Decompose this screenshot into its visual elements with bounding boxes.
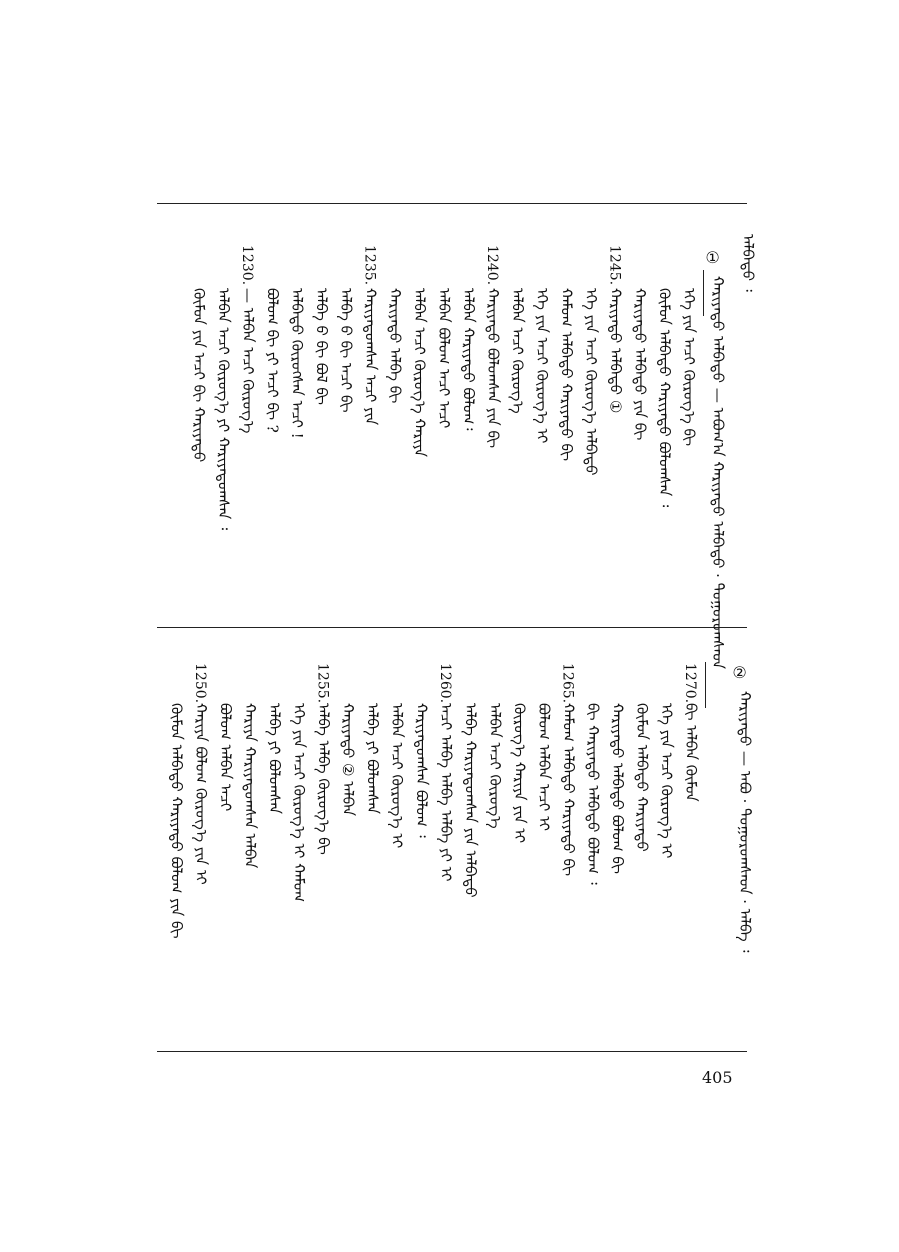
- verse-line: ᠠᠯᠪᠠᠨ ᠠᠴᠢ ᠬᠦᠷᠦᠭ᠎ᠡ ᠬᠠᠷᠢᠶᠠ: [410, 288, 429, 458]
- verse-line: ᠬᠦᠮᠦᠨ ᠠᠯᠪᠠᠲᠤ ᠬᠠᠷᠢᠶᠠᠲᠤ: [633, 703, 651, 852]
- footnote-marker: ②: [730, 663, 749, 682]
- verse-line: ᠡᠬᠡ ᠶᠢᠨ ᠠᠴᠢ ᠬᠦᠷᠦᠭ᠎ᠡ ᠢ: [533, 288, 551, 444]
- verse-line: ᠠᠯᠪᠠ ᠬᠠᠷᠢᠶᠠᠲᠤᠭᠰᠠᠨ ᠶᠢᠨ ᠠᠯᠪᠠᠲᠤ: [461, 703, 480, 898]
- top-rule: [157, 203, 747, 204]
- verse-line: ᠠᠯᠪᠠ ᠶᠢ ᠪᠣᠯᠤᠭᠰᠠᠨ: [265, 703, 284, 815]
- verse-line: ᠬᠦᠷᠦᠭ᠎ᠡ ᠬᠠᠷᠢᠶᠠ ᠶᠢᠨ ᠢ: [510, 703, 529, 844]
- line-number: 1235.: [361, 245, 378, 286]
- verse-line: ᠬᠦᠮᠦᠨ ᠠᠯᠪᠠᠲᠤ ᠬᠠᠷᠢᠶᠠᠲᠤ ᠪᠣᠯᠤᠭ ᠶᠢᠨ ᠪᠢ: [167, 703, 186, 939]
- verse-line: ᠬᠠᠷᠢᠶᠠᠲᠤ ᠠᠯᠪᠠᠲᠤ ᠶᠢᠨ ᠪᠢ: [631, 288, 649, 441]
- verse-line: ᠬᠠᠷᠢᠶᠠᠲᠤᠭᠰᠠᠨ ᠪᠣᠯᠤᠭ ᠄: [412, 703, 431, 838]
- verse-line: ᠠᠯᠪᠠᠨ ᠠᠴᠢ ᠬᠦᠷᠦᠭ᠎ᠡ: [508, 288, 527, 414]
- verse-line: ᠠᠯᠪᠠ ᠪ ᠪᠢ ᠪᠣᠯ ᠪᠢ: [312, 288, 331, 405]
- verse-line: — ᠠᠯᠪᠠᠨ ᠠᠴᠢ ᠬᠦᠷᠦᠭ᠎ᠡ: [239, 288, 257, 434]
- verse-line: ᠡᠬᠡ ᠶᠢᠨ ᠠᠴᠢ ᠬᠦᠷᠦᠭ᠎ᠡ ᠢ: [657, 703, 676, 859]
- verse-line: ᠡᠬᠡ ᠶᠢᠨ ᠠᠴᠢ ᠬᠦᠷᠦᠭ᠎ᠡ ᠠᠯᠪᠠᠲᠤ: [582, 288, 600, 476]
- verse-line: ᠠᠯᠪᠠᠨ ᠠᠴᠢ ᠬᠦᠷᠦᠭ᠎ᠡ ᠢ: [388, 703, 406, 849]
- footnote-text: ᠬᠠᠷᠢᠶᠠᠲᠤ ᠠᠯᠪᠠᠲᠤ — ᠠᠪᠤᠭ᠎ᠠ ᠬᠠᠷᠢᠶᠠᠲᠤ ᠠᠯᠪᠠᠲᠤ · ᠳᠤᠭᠤᠷᠤᠭᠰᠠᠳ: [709, 276, 727, 669]
- verse-line: ᠬᠠᠮᠤᠭ ᠠᠯᠪᠠᠲᠤ ᠬᠠᠷᠢᠶᠠᠲᠤ ᠪᠢ: [557, 288, 576, 461]
- verse-line: ᠬᠠᠷᠢᠶᠠᠲᠤ ᠠᠯᠪᠠᠲᠤ ①: [606, 288, 625, 414]
- verse-line: ᠪᠣᠯᠤᠭ ᠠᠯᠪᠠᠨ ᠠᠴᠢ ᠢ: [535, 703, 553, 831]
- verse-line: ᠬᠦᠮᠦᠨ ᠠᠯᠪᠠᠲᠤ ᠬᠠᠷᠢᠶᠠᠲᠤ ᠪᠣᠯᠤᠭᠰᠠᠨ ᠄: [655, 288, 674, 508]
- verse-line: ᠡᠬᠡ ᠶᠢᠨ ᠠᠴᠢ ᠬᠦᠷᠦᠭ᠎ᠡ ᠪᠢ: [680, 288, 698, 447]
- verse-line: ᠠᠯᠪᠠᠨ ᠠᠴᠢ ᠬᠦᠷᠦᠭ᠎ᠡ: [486, 703, 504, 829]
- verse-line: ᠡᠬᠡ ᠶᠢᠨ ᠠᠴᠢ ᠬᠦᠷᠦᠭ᠎ᠡ ᠢ ᠬᠠᠮᠤᠭ: [290, 703, 308, 903]
- verse-line: ᠬᠠᠷᠢᠶᠠᠲᠤ ② ᠠᠯᠪᠠᠨ: [339, 703, 357, 816]
- verse-line: ᠬᠠᠷᠢᠶᠠ ᠬᠠᠷᠢᠶᠠᠲᠤᠭᠰᠠᠨ ᠠᠯᠪᠠᠨ: [241, 703, 259, 869]
- footnote-continuation: ᠠᠯᠪᠠᠲᠤ ᠄: [739, 234, 757, 292]
- verse-line: ᠠᠯᠪᠠᠲᠤ ᠬᠦᠷᠦᠭᠰᠡᠨ ᠠᠴᠢ !: [288, 288, 306, 439]
- verse-line: ᠬᠦᠮᠦᠨ ᠶᠢᠨ ᠠᠴᠢ ᠪᠢ ᠬᠠᠷᠢᠶᠠᠲᠤ: [190, 288, 208, 463]
- verse-line: ᠠᠴᠢ ᠠᠯᠪᠠ ᠠᠯᠪᠠ ᠠᠯᠪᠠ ᠶᠢ ᠢ: [437, 703, 455, 882]
- page-number: 405: [702, 1068, 733, 1087]
- line-number: 1240.: [484, 245, 500, 286]
- line-number: 1250.: [192, 663, 208, 704]
- verse-line: ᠠᠯᠪᠠᠨ ᠠᠴᠢ ᠬᠦᠷᠦᠭ᠎ᠡ ᠶᠢ ᠬᠠᠷᠢᠶᠠᠲᠤᠭᠰᠠᠨ ᠄: [214, 288, 233, 531]
- footnote-marker: ①: [703, 248, 722, 267]
- verse-line: ᠬᠠᠷᠢᠶᠠᠲᠤ ᠪᠣᠯᠤᠭᠰᠠᠨ ᠶᠢᠨ ᠪᠢ: [484, 288, 502, 448]
- verse-line: ᠪᠢ ᠠᠯᠪᠠᠨ ᠬᠦᠮᠦᠨ: [682, 703, 700, 802]
- verse-line: ᠪᠢ ᠬᠠᠷᠢᠶᠠᠲᠤ ᠠᠯᠪᠠᠲᠤ ᠪᠣᠯᠤᠭ ᠄: [584, 703, 602, 885]
- line-number: 1230.: [239, 245, 255, 286]
- footnote-text: ᠬᠠᠷᠢᠶᠠᠲᠤ — ᠠᠪᠤ · ᠳᠤᠭᠤᠷᠤᠭᠰᠠᠳ · ᠠᠯᠪᠠ ᠄: [736, 691, 754, 953]
- verse-line: ᠪᠣᠯᠤᠭ ᠠᠯᠪᠠᠨ ᠠᠴᠢ: [216, 703, 235, 812]
- verse-line: ᠠᠯᠪᠠᠨ ᠪᠣᠯᠤᠭ ᠠᠴᠢ ᠠᠴᠢ: [435, 288, 453, 429]
- verse-line: ᠬᠠᠷᠢᠶᠠᠲᠤ ᠠᠯᠪᠠ ᠪᠢ: [386, 288, 404, 404]
- line-number: 1270.: [682, 663, 698, 704]
- verse-line: ᠠᠯᠪᠠ ᠶᠢ ᠪᠣᠯᠤᠭᠰᠠᠨ: [363, 703, 382, 815]
- verse-line: ᠠᠯᠪᠠ ᠠᠯᠪᠠ ᠬᠦᠷᠦᠭ᠎ᠡ ᠪᠢ: [314, 703, 333, 855]
- line-number: 1245.: [606, 245, 623, 286]
- verse-line: ᠬᠠᠷᠢᠶᠠᠲᠤ ᠠᠯᠪᠠᠲᠤ ᠪᠣᠯᠤᠭ ᠪᠢ: [608, 703, 627, 874]
- verse-line: ᠬᠠᠮᠤᠭ ᠠᠯᠪᠠᠲᠤ ᠬᠠᠷᠢᠶᠠᠲᠤ ᠪᠢ: [559, 703, 578, 876]
- verse-line: ᠬᠠᠷᠢᠶᠠᠲᠤᠭᠰᠠᠨ ᠠᠴᠢ ᠶᠢᠨ: [361, 288, 380, 426]
- verse-line: ᠬᠠᠷᠢᠶᠠ ᠪᠣᠯᠤᠭ ᠬᠦᠷᠦᠭ᠎ᠡ ᠶᠢᠨ ᠢ: [192, 703, 210, 885]
- line-number: 1265.: [559, 663, 576, 704]
- verse-line: ᠠᠯᠪᠠᠨ ᠬᠠᠷᠢᠶᠠᠲᠤ ᠪᠣᠯᠤᠭ᠄: [459, 288, 478, 431]
- middle-rule: [157, 627, 747, 628]
- verse-line: ᠠᠯᠪᠠ ᠪ ᠪᠢ ᠠᠴᠢ ᠪᠢ: [337, 288, 355, 413]
- line-number: 1255.: [314, 663, 331, 704]
- verse-line: ᠪᠣᠯᠤᠭ ᠪᠢ ᠶᠢ ᠠᠴᠢ ᠪᠢ ?: [263, 288, 282, 433]
- line-number: 1260.: [437, 663, 453, 704]
- bottom-rule: [157, 1051, 747, 1052]
